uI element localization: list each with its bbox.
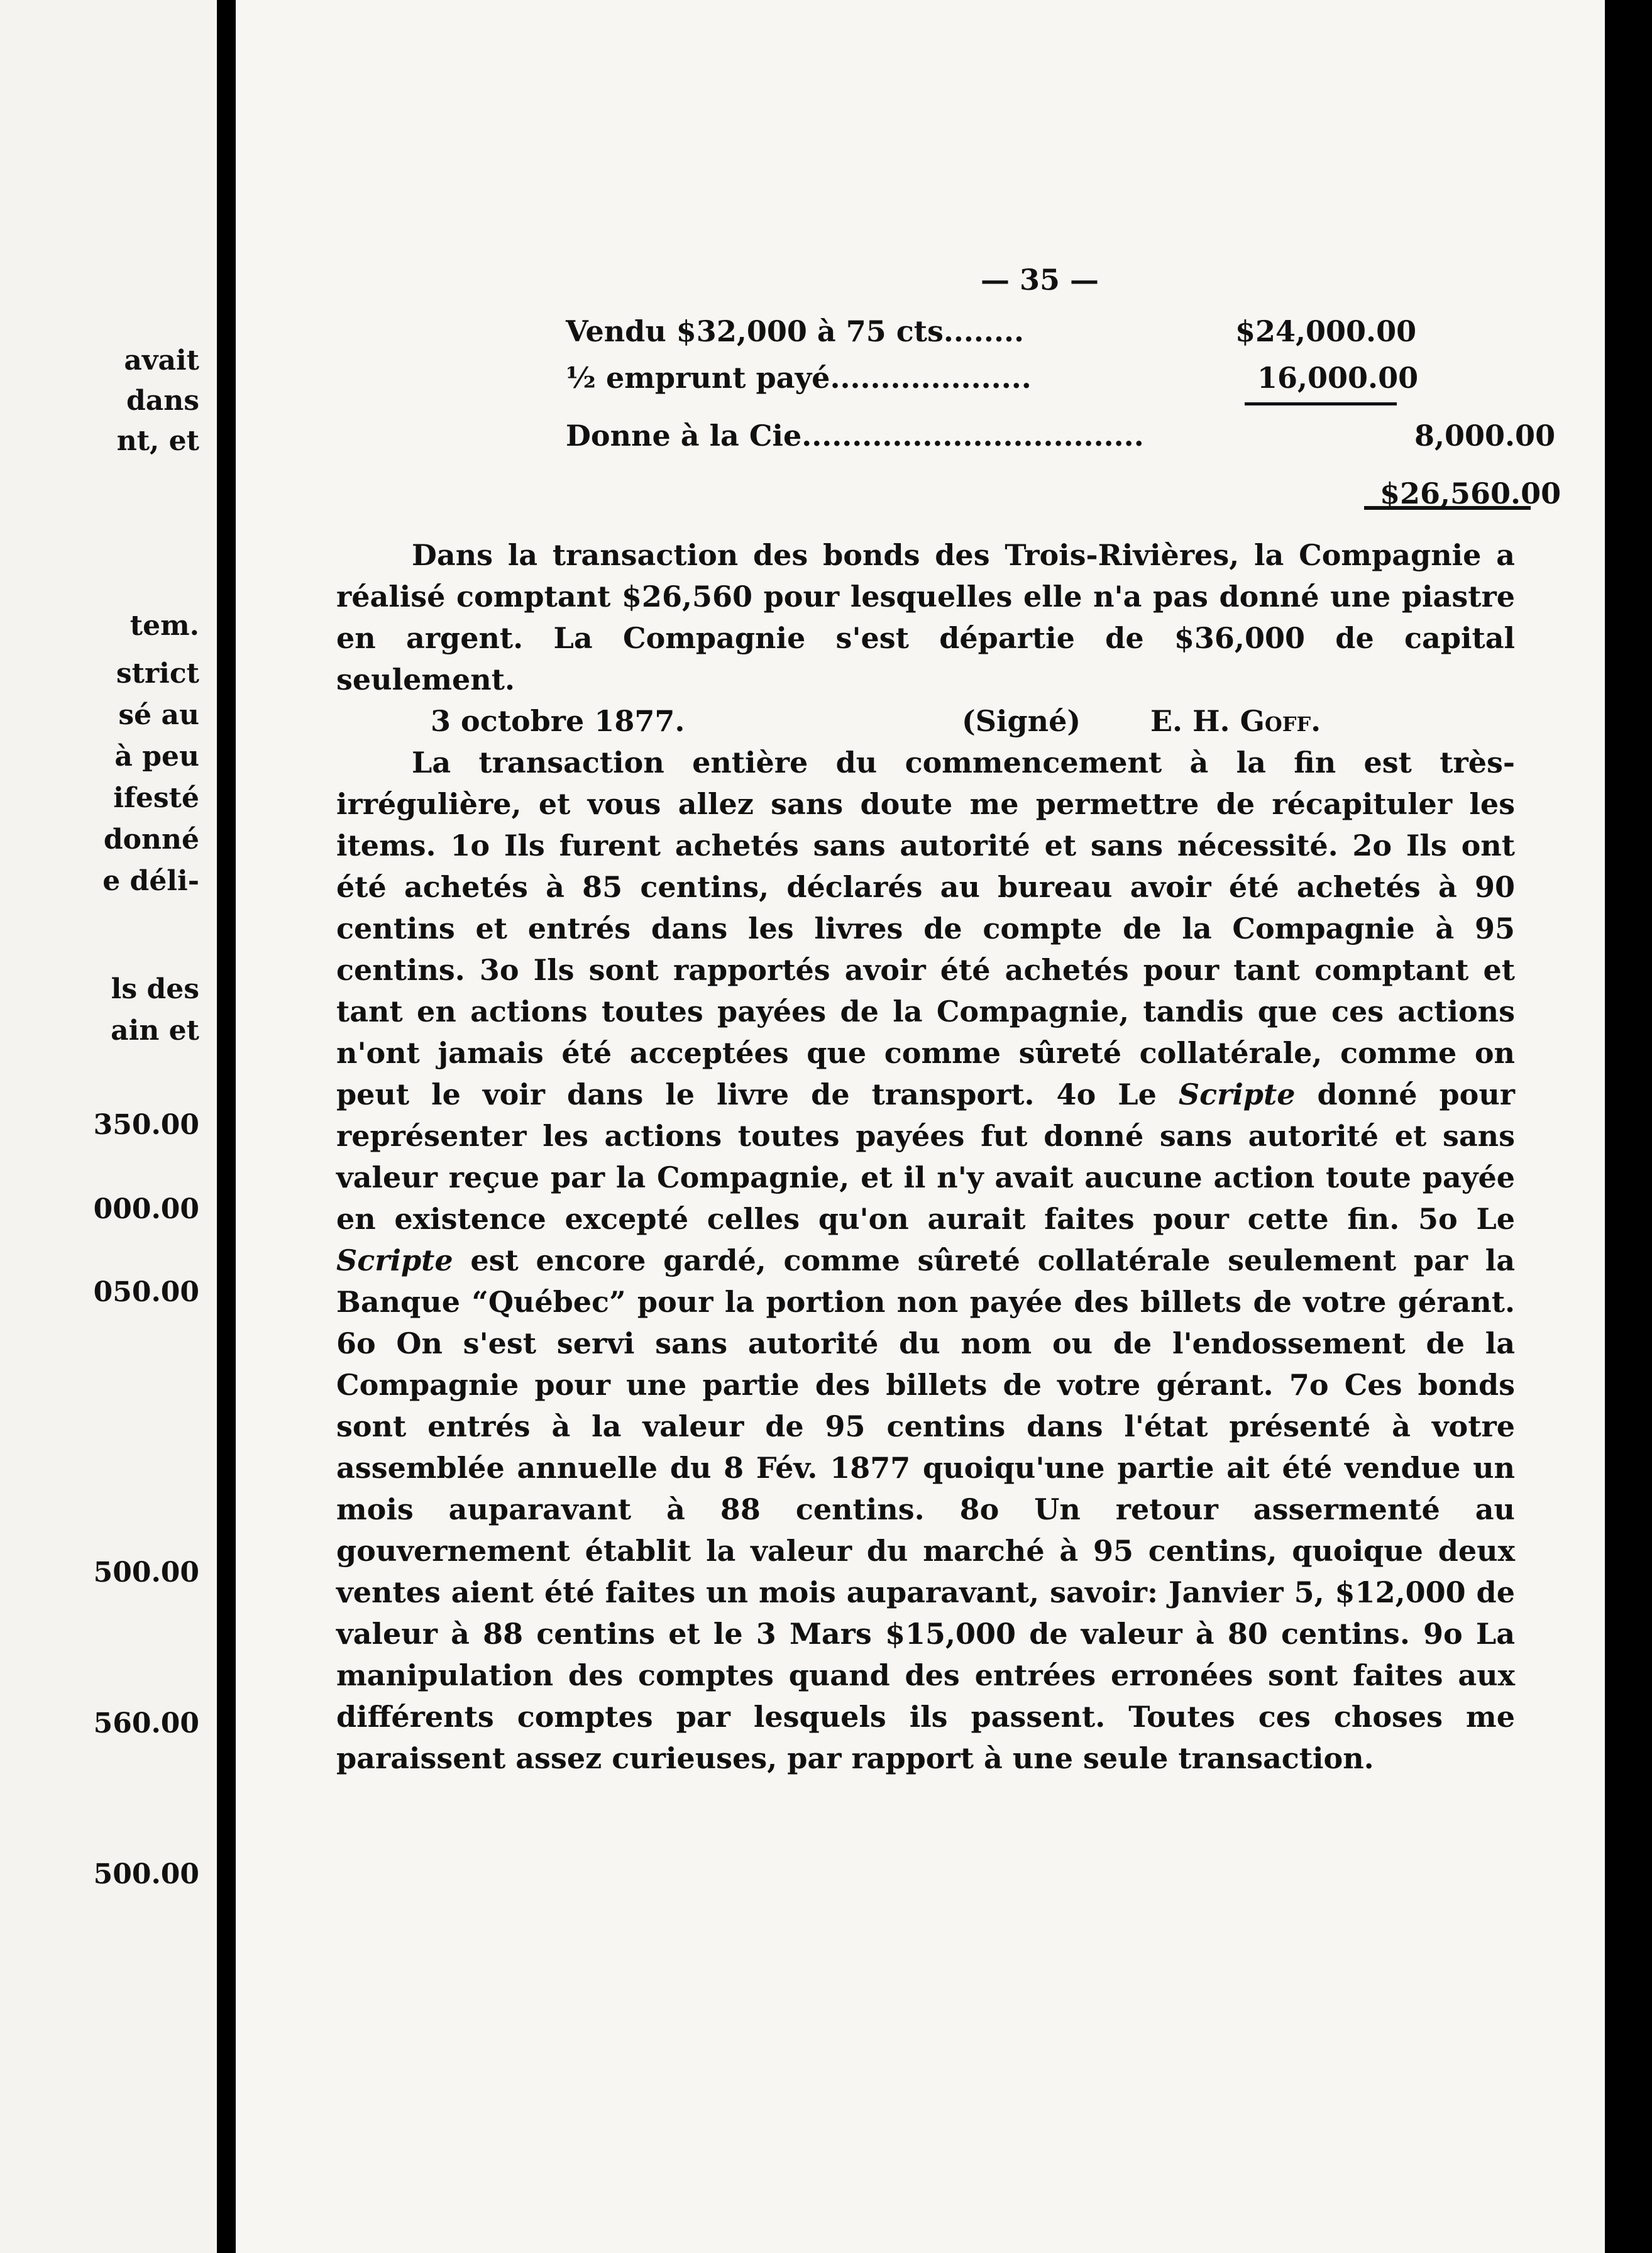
ledger-table bbox=[566, 314, 1561, 523]
left-fragment: 000.00 bbox=[93, 1193, 199, 1225]
ledger-amount: $24,000.00 bbox=[1235, 314, 1417, 348]
left-fragment: ifesté bbox=[113, 782, 199, 814]
page-number: — 35 — bbox=[980, 263, 1099, 297]
left-fragment: avait bbox=[124, 344, 199, 377]
body-text bbox=[336, 534, 1515, 1779]
ledger-amount: 16,000.00 bbox=[1257, 361, 1419, 395]
signature-line bbox=[336, 700, 1515, 742]
left-fragment: 500.00 bbox=[93, 1556, 199, 1589]
left-fragment: 050.00 bbox=[93, 1276, 199, 1308]
left-fragment: sé au bbox=[118, 699, 199, 731]
left-fragment: nt, et bbox=[116, 425, 199, 457]
signed-label: (Signé) bbox=[962, 704, 1081, 738]
left-fragment: e déli- bbox=[102, 865, 199, 897]
ledger-total: $26,560.00 bbox=[1380, 476, 1561, 510]
document-page bbox=[236, 0, 1605, 2253]
ledger-row bbox=[566, 419, 1556, 465]
left-fragment: à peu bbox=[114, 741, 199, 773]
italic-term: Scripte bbox=[1178, 1077, 1296, 1111]
subtotal-rule bbox=[1245, 402, 1397, 405]
italic-term: Scripte bbox=[336, 1243, 453, 1277]
left-fragment: 560.00 bbox=[93, 1707, 199, 1739]
ledger-total-row bbox=[566, 476, 1561, 523]
left-fragment: ls des bbox=[111, 973, 199, 1005]
paragraph: Dans la transaction des bonds des Trois-Rivières, la Compagnie a réalisé comptant $26,560 pour lesquelles elle n'a pas donné une piastre en argent. La Compagnie s'est départie de $36,000 de capital seulement. bbox=[336, 538, 1515, 697]
ledger-amount: 8,000.00 bbox=[1414, 419, 1556, 453]
left-fragment: 350.00 bbox=[93, 1109, 199, 1141]
left-fragment: dans bbox=[126, 385, 199, 417]
left-page-text bbox=[0, 0, 217, 2253]
left-fragment: tem. bbox=[129, 610, 199, 642]
paragraph: La transaction entière du commencement à la fin est très-irrégulière, et vous allez sans doute me permettre de récapituler les items. 1o Ils furent achetés sans autorité et sans nécessité. 2o Ils ont été achetés à 85 centins, déclarés au bureau avoir été achetés à 90 centins et entrés dans les livres de compte de la Compagnie à 95 centins. 3o Ils sont rapportés avoir été achetés pour tant comptant et tant en actions toutes payées de la Compagnie, tandis que ces actions n'ont jamais été acceptées que comme sûreté collatérale, comme on peut le voir dans le livre de transport. 4o Le Scripte donné pour représenter les actions toutes payées fut donné sans autorité et sans valeur reçue par la Compagnie, et il n'y avait aucune action toute payée en existence excepté celles qu'on aurait faites pour cette fin. 5o Le Scripte est encore gardé, comme sûreté collatérale seulement par la Banque “Québec” pour la portion non payée des billets de votre gérant. 6o On s'est servi sans autorité du nom ou de l'endossement de la Compagnie pour une partie des billets de votre gérant. 7o Ces bonds sont entrés à la valeur de 95 centins dans l'état présenté à votre assemblée annuelle du 8 Fév. 1877 quoiqu'une partie ait été vendue un mois auparavant à 88 centins. 8o Un retour assermenté au gouvernement établit la valeur du marché à 95 centins, quoique deux ventes aient été faites un mois auparavant, savoir: Janvier 5, $12,000 de valeur à 88 centins et le 3 Mars $15,000 de valeur à 80 centins. 9o La manipulation des comptes quand des entrées erronées sont faites aux différents comptes par lesquels ils passent. Toutes ces choses me paraissent assez curieuses, par rapport à une seule transaction. bbox=[336, 746, 1515, 1775]
left-fragment: ain et bbox=[111, 1015, 199, 1047]
ledger-label: ½ emprunt payé.................... bbox=[566, 361, 1032, 395]
book-gutter bbox=[217, 0, 236, 2253]
ledger-label: Donne à la Cie.................................. bbox=[566, 419, 1144, 453]
ledger-row bbox=[566, 361, 1534, 407]
left-fragment: strict bbox=[116, 658, 199, 690]
scan-edge bbox=[1605, 0, 1652, 2253]
signature: E. H. Goff. bbox=[1150, 704, 1321, 738]
ledger-label: Vendu $32,000 à 75 cts........ bbox=[566, 314, 1024, 348]
ledger-row bbox=[566, 314, 1534, 361]
left-fragment: 500.00 bbox=[93, 1858, 199, 1890]
date: 3 octobre 1877. bbox=[431, 704, 685, 738]
left-fragment: donné bbox=[103, 824, 199, 856]
